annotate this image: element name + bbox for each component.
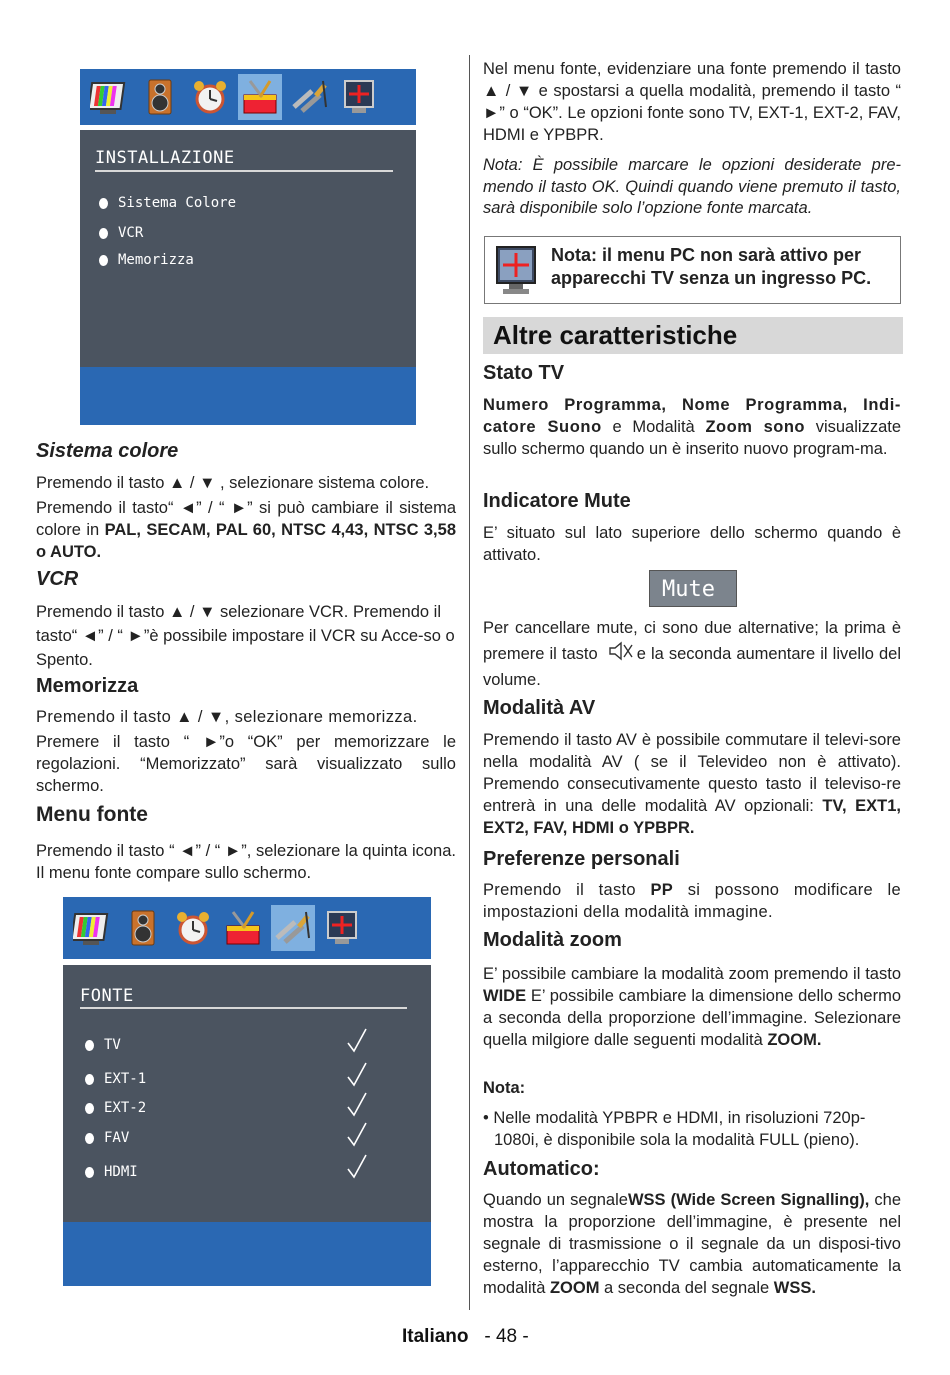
paragraph-modalita-zoom: [483, 963, 901, 1051]
heading-vcr: VCR: [36, 568, 79, 590]
footer-language: Italiano: [402, 1326, 469, 1347]
paragraph-memorizza-2: Premere il tasto “ ►”o “OK” per memorizzare le regolazioni. “Memorizzato” sarà visualizzato sullo schermo.: [36, 733, 456, 795]
source-item-fav[interactable]: [85, 1130, 129, 1146]
heading-indicatore-mute: Indicatore Mute: [483, 490, 631, 512]
menu-item-sistema-colore[interactable]: [99, 195, 236, 211]
bold-text: ZOOM: [549, 1279, 600, 1297]
pc-monitor-icon: [338, 74, 382, 120]
menu-item-label: TV: [104, 1037, 121, 1053]
bold-text: PP: [650, 881, 674, 899]
menu-item-label: HDMI: [104, 1164, 138, 1180]
menu-title-underline: [95, 170, 393, 172]
tv-color-bars-icon: [88, 74, 132, 120]
menu-title-underline: [80, 1007, 407, 1009]
paragraph-text: che mostra la proporzione dell’immagine, è presente nel segnale di trasmissione o il segnale da un disposi-tivo esterno, l’apparecchio TV cambia automaticamente la modalità: [483, 1191, 901, 1297]
paragraph-modalita-av: [483, 729, 901, 839]
heading-automatico: Automatico:: [483, 1158, 600, 1180]
menu-item-label: VCR: [118, 225, 144, 241]
toolbox-icon: [221, 905, 265, 951]
zoom-note-label: Nota:: [483, 1079, 526, 1097]
bold-text: Zoom sono: [705, 418, 805, 436]
paragraph-fonte-note: Nota: È possibile marcare le opzioni desiderate pre-mendo il tasto OK. Quindi quando viene premuto il tasto, sarà disponibile solo l’opzione fonte marcata.: [483, 156, 901, 217]
bullet-icon: [85, 1040, 94, 1051]
heading-stato-tv: Stato TV: [483, 362, 565, 384]
bullet-icon: [99, 198, 108, 209]
cables-icon: [288, 74, 332, 120]
bold-text: ZOOM.: [767, 1031, 822, 1049]
menu-item-memorizza[interactable]: [99, 252, 194, 268]
section-band: [483, 317, 903, 354]
source-item-tv[interactable]: [85, 1037, 121, 1053]
zoom-note-bullet: • Nelle modalità YPBPR e HDMI, in risoluzioni 720p-1080i, è disponibile sola la modalità FULL (pieno).: [483, 1109, 866, 1149]
paragraph-stato-tv: [483, 394, 901, 460]
paragraph-text: e Modalità: [601, 418, 706, 436]
page-number: - 48 -: [484, 1326, 529, 1347]
bullet-icon: [85, 1103, 94, 1114]
menu-item-label: EXT-2: [104, 1100, 147, 1116]
paragraph-mute-1: E’ situato sul lato superiore dello schermo quando è attivato.: [483, 524, 901, 564]
paragraph-text: si possono modificare le impostazioni della modalità immagine.: [483, 881, 901, 921]
tv-color-bars-icon: [71, 905, 115, 951]
source-item-ext-2[interactable]: [85, 1100, 146, 1116]
bullet-icon: [85, 1167, 94, 1178]
paragraph-text: Premendo il tasto“ ◄” / “ ►” si può cambiare il sistema colore in: [36, 499, 456, 539]
paragraph-text: Premendo il tasto AV è possibile commutare il televi-sore nella modalità AV ( se il Televideo non è attivato). Premendo consecutivamente questo tasto il televiso-re entrerà in una delle modalità AV opzionali:: [483, 731, 901, 815]
menu-item-label: FAV: [104, 1130, 130, 1146]
bold-text: WSS (Wide Screen Signalling),: [627, 1191, 870, 1209]
heading-sistema-colore: Sistema colore: [36, 440, 179, 462]
paragraph-sistema-colore-2: [36, 497, 456, 563]
paragraph-vcr: Premendo il tasto ▲ / ▼ selezionare VCR. Premendo il tasto“ ◄” / “ ►”è possibile impostare il VCR su Acce-so o Spento.: [36, 603, 455, 669]
heading-memorizza: Memorizza: [36, 675, 139, 697]
mute-indicator-label: Mute: [662, 577, 715, 602]
paragraph-text: E’ possibile cambiare la modalità zoom premendo il tasto: [483, 965, 901, 983]
alarm-clock-icon: [171, 905, 215, 951]
menu-item-label: Memorizza: [118, 252, 194, 268]
menu-item-label: Sistema Colore: [118, 195, 237, 211]
paragraph-mute-2: [483, 615, 901, 693]
installazione-menu-screenshot: [80, 69, 416, 425]
heading-modalita-zoom: Modalità zoom: [483, 929, 622, 951]
cables-icon: [271, 905, 315, 951]
menu-title: INSTALLAZIONE: [95, 148, 235, 168]
bullet-icon: [99, 228, 108, 239]
bold-text: WIDE: [483, 987, 527, 1005]
section-title: Altre caratteristiche: [493, 320, 738, 350]
speaker-icon: [121, 905, 165, 951]
toolbox-icon: [238, 74, 282, 120]
menu-panel: [80, 130, 416, 367]
heading-modalita-av: Modalità AV: [483, 697, 596, 719]
bullet-icon: [85, 1074, 94, 1085]
column-divider: [469, 55, 470, 1310]
paragraph-text: E’ possibile cambiare la dimensione dello schermo a seconda della proporzione dell’immagine. Selezionare quella milgiore dalle seguenti modalità: [483, 987, 901, 1049]
paragraph-sistema-colore-1: Premendo il tasto ▲ / ▼ , selezionare sistema colore.: [36, 474, 430, 492]
paragraph-memorizza-1: Premendo il tasto ▲ / ▼, selezionare memorizza.: [36, 708, 418, 726]
av-modes-list: TV, EXT1, EXT2, FAV, HDMI o YPBPR.: [483, 797, 901, 837]
checkmark-icon: [346, 1091, 368, 1117]
paragraph-text: visualizzate sullo schermo quando un è inserito nuovo program-ma.: [483, 418, 902, 458]
checkmark-icon: [346, 1121, 368, 1147]
source-item-ext-1[interactable]: [85, 1071, 146, 1087]
paragraph-fonte-selection: Nel menu fonte, evidenziare una fonte premendo il tasto ▲ / ▼ e spostarsi a quella modalità, premendo il tasto “ ►” o “OK”. Le opzioni fonte sono TV, EXT-1, EXT-2, FAV, HDMI e YPBPR.: [483, 60, 901, 144]
mute-indicator: [649, 570, 737, 607]
note-text: Nota: il menu PC non sarà attivo per apparecchi TV senza un ingresso PC.: [551, 245, 872, 288]
paragraph-preferenze: [483, 879, 901, 923]
bold-text: WSS.: [773, 1279, 816, 1297]
source-item-hdmi[interactable]: [85, 1164, 138, 1180]
menu-icon-bar: [63, 897, 431, 959]
speaker-icon: [138, 74, 182, 120]
checkmark-icon: [346, 1027, 368, 1053]
heading-preferenze-personali: Preferenze personali: [483, 848, 680, 870]
paragraph-text: e la seconda aumentare il livello del volume.: [483, 645, 901, 689]
heading-menu-fonte: Menu fonte: [36, 803, 148, 826]
bullet-icon: [99, 255, 108, 266]
menu-item-label: EXT-1: [104, 1071, 147, 1087]
bullet-icon: [85, 1133, 94, 1144]
menu-footer-bar: [63, 1222, 431, 1286]
page-footer: [402, 1326, 529, 1348]
paragraph-text: Premendo il tasto: [483, 881, 651, 899]
menu-panel: [63, 965, 431, 1222]
bold-text: Numero Programma, Nome Programma, Indi-catore Suono: [483, 396, 901, 436]
paragraph-text: Per cancellare mute, ci sono due alternative; la prima è premere il tasto: [483, 619, 901, 663]
checkmark-icon: [346, 1061, 368, 1087]
pc-menu-note-box: [484, 236, 901, 304]
menu-icon-bar: [80, 69, 416, 125]
paragraph-text: a seconda del segnale: [599, 1279, 774, 1297]
pc-monitor-icon: [493, 244, 541, 298]
pc-monitor-icon: [321, 905, 365, 951]
alarm-clock-icon: [188, 74, 232, 120]
menu-item-vcr[interactable]: [99, 225, 143, 241]
menu-title: FONTE: [80, 986, 134, 1006]
paragraph-automatico: [483, 1189, 901, 1299]
menu-footer-bar: [80, 367, 416, 425]
paragraph-text: Quando un segnale: [483, 1191, 628, 1209]
checkmark-icon: [346, 1153, 368, 1179]
paragraph-menu-fonte: Premendo il tasto “ ◄” / “ ►”, selezionare la quinta icona. Il menu fonte compare sullo schermo.: [36, 842, 456, 882]
mute-key-icon: [607, 641, 633, 661]
fonte-menu-screenshot: [63, 897, 431, 1286]
color-systems-list: PAL, SECAM, PAL 60, NTSC 4,43, NTSC 3,58 o AUTO.: [36, 521, 456, 561]
